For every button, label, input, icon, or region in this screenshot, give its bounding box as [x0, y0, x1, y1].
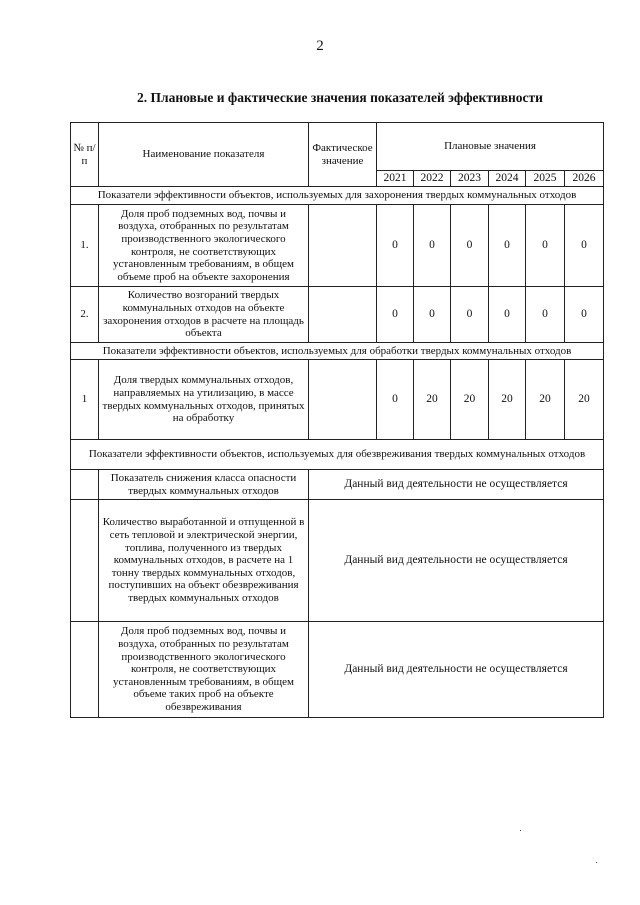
- table-row: [71, 205, 604, 287]
- value-cell: 0: [526, 205, 565, 287]
- group-title-neutralization: Показатели эффективности объектов, используемых для обезвреживания твердых коммунальных отходов: [71, 440, 604, 470]
- row-name: Показатель снижения класса опасности твердых коммунальных отходов: [99, 470, 309, 500]
- header-planned: Плановые значения: [377, 123, 604, 171]
- year-2024: 2024: [489, 171, 526, 187]
- year-2025: 2025: [526, 171, 565, 187]
- value-cell: 0: [526, 287, 565, 343]
- row-num: [71, 470, 99, 500]
- header-row: [71, 123, 604, 171]
- table-row: [71, 470, 604, 500]
- value-cell: 20: [489, 360, 526, 440]
- header-actual: Фактическое значение: [309, 123, 377, 187]
- group-row: [71, 343, 604, 360]
- table-row: [71, 360, 604, 440]
- not-performed-note: Данный вид деятельности не осуществляется: [309, 470, 604, 500]
- value-cell: 0: [565, 287, 604, 343]
- value-cell: 0: [489, 287, 526, 343]
- value-cell: 0: [414, 287, 451, 343]
- row-name: Количество выработанной и отпущенной в сеть тепловой и электрической энергии, топлива, полученного из твердых коммунальных отходов, в расчете на 1 тонну твердых коммунальных отходов, поступивших на объект обезвреживания твердых коммунальных отходов: [99, 500, 309, 622]
- row-num: [71, 500, 99, 622]
- table-row: [71, 500, 604, 622]
- row-num: 1.: [71, 205, 99, 287]
- row-actual: [309, 360, 377, 440]
- scan-speck: [596, 862, 597, 863]
- value-cell: 20: [565, 360, 604, 440]
- value-cell: 0: [489, 205, 526, 287]
- group-row: [71, 187, 604, 205]
- row-num: [71, 622, 99, 718]
- row-actual: [309, 205, 377, 287]
- value-cell: 20: [451, 360, 489, 440]
- value-cell: 0: [414, 205, 451, 287]
- row-actual: [309, 287, 377, 343]
- row-name: Количество возгораний твердых коммунальных отходов на объекте захоронения отходов в расчете на площадь объекта: [99, 287, 309, 343]
- value-cell: 20: [526, 360, 565, 440]
- table-row: [71, 287, 604, 343]
- row-name: Доля проб подземных вод, почвы и воздуха, отобранных по результатам производственного экологического контроля, не соответствующих установленным требованиям, в общем объеме таких проб на объекте обезвреживания: [99, 622, 309, 718]
- value-cell: 0: [377, 287, 414, 343]
- value-cell: 20: [414, 360, 451, 440]
- header-num: № п/п: [71, 123, 99, 187]
- year-2021: 2021: [377, 171, 414, 187]
- group-title-burial: Показатели эффективности объектов, используемых для захоронения твердых коммунальных отходов: [71, 187, 604, 205]
- table-row: [71, 622, 604, 718]
- year-2022: 2022: [414, 171, 451, 187]
- performance-indicators-table: [70, 122, 604, 718]
- value-cell: 0: [377, 205, 414, 287]
- row-num: 2.: [71, 287, 99, 343]
- scan-speck: [520, 830, 521, 831]
- year-2026: 2026: [565, 171, 604, 187]
- page-number: 2: [316, 38, 324, 54]
- value-cell: 0: [451, 287, 489, 343]
- row-num: 1: [71, 360, 99, 440]
- year-2023: 2023: [451, 171, 489, 187]
- group-row: [71, 440, 604, 470]
- value-cell: 0: [451, 205, 489, 287]
- header-name: Наименование показателя: [99, 123, 309, 187]
- value-cell: 0: [377, 360, 414, 440]
- group-title-processing: Показатели эффективности объектов, используемых для обработки твердых коммунальных отходов: [71, 343, 604, 360]
- not-performed-note: Данный вид деятельности не осуществляется: [309, 622, 604, 718]
- row-name: Доля проб подземных вод, почвы и воздуха, отобранных по результатам производственного экологического контроля, не соответствующих установленным требованиям, в общем объеме проб на объекте захоронения: [99, 205, 309, 287]
- row-name: Доля твердых коммунальных отходов, направляемых на утилизацию, в массе твердых коммунальных отходов, принятых на обработку: [99, 360, 309, 440]
- not-performed-note: Данный вид деятельности не осуществляется: [309, 500, 604, 622]
- section-title: 2. Плановые и фактические значения показателей эффективности: [137, 90, 543, 105]
- value-cell: 0: [565, 205, 604, 287]
